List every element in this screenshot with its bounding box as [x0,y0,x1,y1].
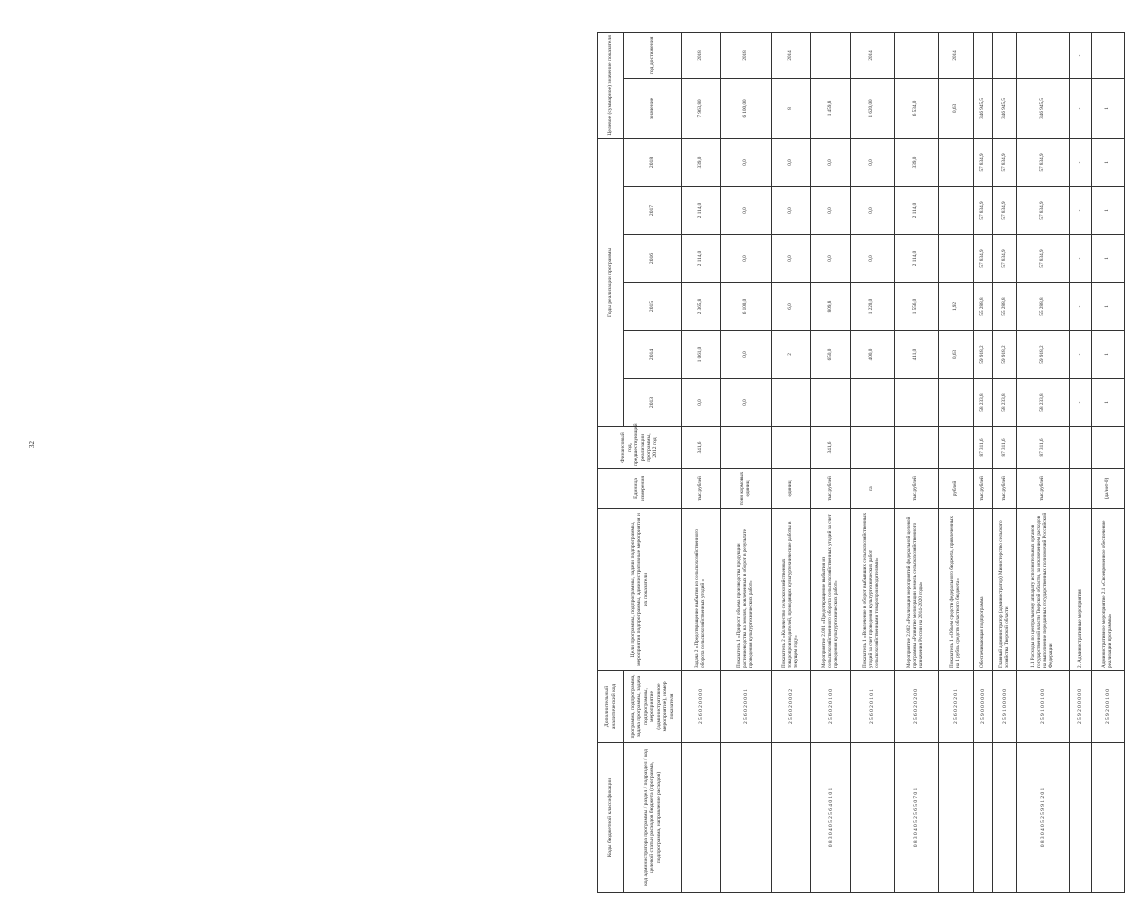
target-year-cell: 2014 [938,32,973,78]
unit-cell: тыс.рублей [1017,469,1070,509]
hdr-years-group: Годы реализации программы [598,138,624,426]
value-2015-cell: 6,0 [771,283,810,331]
value-2017-cell: 0,0 [771,187,810,235]
value-2016-cell: 0,0 [721,235,771,283]
value-2018-cell: 57 834,9 [993,138,1017,186]
value-2016-cell: 0,0 [850,235,894,283]
target-value-cell: 1 620,00 [850,78,894,138]
value-2015-cell: 6 100,0 [721,283,771,331]
page-number: 32 [28,441,36,448]
table-row [771,32,810,892]
value-2013-cell: 1 [1092,379,1125,427]
program-table [597,32,1125,893]
hdr-2018: 2018 [624,138,682,186]
goal-text-cell: Показатель 2 «Количество сельскохозяйственных товаропроизводителей, проводящих культуртехнические работы в текущем году» [771,509,810,671]
value-2017-cell: 0,0 [811,187,850,235]
bk-code-cell [1092,743,1125,893]
fin-year-cell: 341,6 [682,427,721,469]
value-2016-cell: 57 834,9 [993,235,1017,283]
goal-text-cell: Мероприятие 2.002 «Реализация мероприятий федеральной целевой программы «Развитие мелиорации земель сельскохозяйственного назначения России на 2014-2020 годы» [894,509,938,671]
value-2015-cell: 55 288,8 [993,283,1017,331]
bk-code-cell [771,743,810,893]
value-2018-cell: 339,0 [894,138,938,186]
goal-text-cell: Показатель 1 «Объем средств федерального бюджета, привлеченных на 1 рубль средств областного бюджета» [938,509,973,671]
value-2017-cell: 2 114,0 [682,187,721,235]
value-2015-cell: 1 [1092,283,1125,331]
add-code-cell: 2 5 9 2 0 0 0 0 0 [1070,671,1092,743]
fin-year-cell [771,427,810,469]
target-year-cell: 2014 [850,32,894,78]
hdr-target: код целевой статьи расходов бюджета [642,749,656,874]
table-row [850,32,894,892]
value-2015-cell: 2 365,8 [682,283,721,331]
target-value-cell: 0,63 [938,78,973,138]
table-row [1092,32,1125,892]
target-value-cell: 1 459,8 [811,78,850,138]
value-2014-cell: 0,0 [721,331,771,379]
hdr-target-article: код администратора программы / раздел / подраздел / код целевой статьи расходов бюджета (программа, подпрограмма, направление расходов) [624,743,682,893]
value-2014-cell: 1 061,0 [682,331,721,379]
unit-cell: тыс.рублей [894,469,938,509]
target-year-cell [1017,32,1070,78]
value-2013-cell [850,379,894,427]
value-2014-cell: 2 [771,331,810,379]
add-code-cell: 2 5 6 0 2 0 1 0 1 [850,671,894,743]
value-2014-cell: 411,0 [894,331,938,379]
value-2018-cell [938,138,973,186]
unit-cell: тыс.рублей [993,469,1017,509]
table-row [811,32,850,892]
target-value-cell: 8 [771,78,810,138]
hdr-subprog: подпрограмма [655,829,662,864]
goal-text-cell: Обеспечивающая подпрограмма [973,509,993,671]
value-2016-cell: 57 834,9 [973,235,993,283]
hdr-admin: код администратора программы [642,809,649,886]
fin-year-cell [721,427,771,469]
hdr-target-group: Целевое (суммарное) значение показателя [598,32,624,138]
value-2017-cell: 2 114,0 [894,187,938,235]
unit-cell: тыс.рублей [682,469,721,509]
table-row [682,32,721,892]
hdr-ad-task-subprog: задача подпрограммы [636,675,649,725]
value-2013-cell: 58 233,8 [1017,379,1070,427]
value-2017-cell: 57 834,9 [1017,187,1070,235]
value-2013-cell [894,379,938,427]
goal-text-cell: Административное мероприятие 2.1 «Своевременное обеспечение реализации программы» [1092,509,1125,671]
fin-year-cell: 87 311,6 [973,427,993,469]
value-2016-cell: 0,0 [811,235,850,283]
unit-cell: единиц [771,469,810,509]
value-2017-cell: - [1070,187,1092,235]
table-row [1017,32,1070,892]
value-2015-cell: 1 220,0 [850,283,894,331]
value-2015-cell: 1 556,0 [894,283,938,331]
value-2017-cell: 57 834,9 [973,187,993,235]
target-year-cell [993,32,1017,78]
value-2014-cell: 59 918,2 [1017,331,1070,379]
target-value-cell: 6 534,0 [894,78,938,138]
add-code-cell: 2 5 9 1 0 0 1 0 0 [1017,671,1070,743]
value-2018-cell: 0,0 [771,138,810,186]
fin-year-cell: 87 311,6 [993,427,1017,469]
bk-code-cell [850,743,894,893]
value-2013-cell: - [1070,379,1092,427]
fin-year-cell [850,427,894,469]
bk-code-cell [973,743,993,893]
value-2014-cell: - [1070,331,1092,379]
value-2018-cell: 0,0 [811,138,850,186]
fin-year-cell [1070,427,1092,469]
bk-code-cell: 0 8 3 0 4 0 5 2 5 6 5 0 7 0 1 [894,743,938,893]
target-year-cell: - [1070,32,1092,78]
value-2015-cell: 1,92 [938,283,973,331]
goal-text-cell: Главный администратор (администратор) Министерство сельского хозяйства Тверской области [993,509,1017,671]
add-code-cell: 2 5 6 0 2 0 0 0 2 [771,671,810,743]
value-2015-cell: 55 288,8 [1017,283,1070,331]
bk-code-cell [938,743,973,893]
value-2015-cell: 809,8 [811,283,850,331]
target-value-cell: 1 [1092,78,1125,138]
table-row [721,32,771,892]
unit-cell: га [850,469,894,509]
target-year-cell [973,32,993,78]
hdr-add-code: Дополнительный аналитический код [598,671,624,743]
add-code-cell: 2 5 6 0 2 0 1 0 0 [811,671,850,743]
value-2014-cell: 0,63 [938,331,973,379]
value-2016-cell [938,235,973,283]
target-year-cell [811,32,850,78]
value-2013-cell [811,379,850,427]
target-value-cell: - [1070,78,1092,138]
hdr-add-code-parts: программа, подпрограмма, задача программы, задача подпрограммы, мероприятие (административное мероприятие), номер показателя [624,671,682,743]
value-2013-cell: 0,0 [682,379,721,427]
value-2015-cell: 55 288,8 [973,283,993,331]
hdr-2016: 2016 [624,235,682,283]
value-2014-cell: 59 918,2 [973,331,993,379]
value-2013-cell: 58 233,8 [973,379,993,427]
unit-cell [1070,469,1092,509]
value-2016-cell: 57 834,9 [1017,235,1070,283]
table-row [938,32,973,892]
unit-cell: рублей [938,469,973,509]
hdr-unit: Единица измерения [598,469,682,509]
add-code-cell: 2 5 9 1 0 0 0 0 0 [993,671,1017,743]
hdr-prog: программа [649,763,656,790]
value-2013-cell [938,379,973,427]
target-year-cell: 2018 [721,32,771,78]
hdr-goals: Цели программы, подпрограммы, задачи подпрограммы, мероприятия подпрограммы, административные мероприятия и их показатели [598,509,682,671]
fin-year-cell: 87 311,6 [1017,427,1070,469]
value-2014-cell: 400,0 [850,331,894,379]
goal-text-cell: Показатель 1 «Прирост объема производства продукции растениеводства на землях, вовлеченных в оборот в результате проведения культуртехнических работ» [721,509,771,671]
hdr-ad-event-no: номер показателя [662,681,675,720]
hdr-ad-prog: программа [630,712,637,739]
value-2016-cell: - [1070,235,1092,283]
bk-code-cell [993,743,1017,893]
value-2018-cell: - [1070,138,1092,186]
bk-code-cell: 0 8 3 0 4 0 5 2 5 6 4 0 1 0 1 [811,743,850,893]
hdr-direction: направление расходов [655,773,662,827]
value-2013-cell: 58 233,8 [993,379,1017,427]
fin-year-cell: 341,6 [811,427,850,469]
unit-cell: тыс.рублей [811,469,850,509]
hdr-ad-event: мероприятие (административное мероприятие) [649,683,669,732]
target-year-cell: 2014 [771,32,810,78]
unit-cell: (да/нет-0) [1092,469,1125,509]
value-2013-cell: 0,0 [721,379,771,427]
bk-code-cell: 0 8 3 0 4 0 5 2 5 9 9 1 2 0 1 [1017,743,1070,893]
bk-code-cell [721,743,771,893]
target-value-cell: 346 945,5 [973,78,993,138]
unit-cell: тонн кормовых единиц [721,469,771,509]
unit-cell: тыс.рублей [973,469,993,509]
hdr-subsection: подраздел [642,761,649,786]
value-2016-cell: 2 114,0 [682,235,721,283]
target-year-cell [1092,32,1125,78]
value-2015-cell: - [1070,283,1092,331]
value-2016-cell: 2 114,0 [894,235,938,283]
target-value-cell: 7 963,80 [682,78,721,138]
hdr-year-reach: год достижения [624,32,682,78]
hdr-ad-subprog: подпрограмма [630,675,637,711]
add-code-cell: 2 5 9 2 0 0 1 0 0 [1092,671,1125,743]
target-value-cell: 346 945,5 [1017,78,1070,138]
goal-text-cell: 1.1 Расходы по центральному аппарату исполнительных органов государственной власти Тверской области, за исключением расходов на выполнение переданных государственных полномочий Российской Федерации [1017,509,1070,671]
fin-year-cell [894,427,938,469]
value-2018-cell: 57 834,9 [973,138,993,186]
hdr-section: раздел [642,789,649,806]
table-row [993,32,1017,892]
value-2014-cell: 59 918,2 [993,331,1017,379]
hdr-2014: 2014 [624,331,682,379]
value-2016-cell: 0,0 [771,235,810,283]
hdr-2015: 2015 [624,283,682,331]
target-value-cell: 346 945,5 [993,78,1017,138]
value-2017-cell: 57 834,9 [993,187,1017,235]
fin-year-cell [1092,427,1125,469]
add-code-cell: 2 5 6 0 2 0 0 0 1 [721,671,771,743]
rotated-page [597,35,1125,893]
table-row [1070,32,1092,892]
value-2014-cell: 650,0 [811,331,850,379]
goal-text-cell: Задача 2 «Предотвращение выбытия из сельскохозяйственного оборота сельскохозяйственных угодий » [682,509,721,671]
value-2018-cell: 1 [1092,138,1125,186]
bk-code-cell [682,743,721,893]
value-2016-cell: 1 [1092,235,1125,283]
hdr-ad-task-prog: задача программы [636,693,643,738]
value-2018-cell: 57 834,9 [1017,138,1070,186]
fin-year-cell [938,427,973,469]
hdr-codes: Коды бюджетной классификации [598,743,624,893]
target-year-cell [894,32,938,78]
add-code-cell: 2 5 9 0 0 0 0 0 0 [973,671,993,743]
value-2014-cell: 1 [1092,331,1125,379]
hdr-2013: 2013 [624,379,682,427]
goal-text-cell: Мероприятие 2.001 «Предотвращение выбытия из сельскохозяйственного оборота сельскохозяйственных угодий за счет проведения культуртехнических работ» [811,509,850,671]
add-code-cell: 2 5 6 0 2 0 2 0 0 [894,671,938,743]
value-2017-cell: 1 [1092,187,1125,235]
value-2017-cell [938,187,973,235]
hdr-fin-year: Финансовый год, предшествующий реализации программы, 2012 год [598,427,682,469]
hdr-value: значение [624,78,682,138]
table-row [894,32,938,892]
hdr-2017: 2017 [624,187,682,235]
bk-code-cell [1070,743,1092,893]
add-code-cell: 2 5 6 0 2 0 2 0 1 [938,671,973,743]
target-year-cell: 2018 [682,32,721,78]
value-2013-cell [771,379,810,427]
goal-text-cell: 2. Административные мероприятия [1070,509,1092,671]
goal-text-cell: Показатель 1 «Вовлечение в оборот выбывших сельскохозяйственных угодий за счет проведения культуртехнических работ сельскохозяйственными товаропроизводителями» [850,509,894,671]
value-2018-cell: 0,0 [721,138,771,186]
value-2017-cell: 0,0 [850,187,894,235]
target-value-cell: 6 100,00 [721,78,771,138]
value-2018-cell: 339,0 [682,138,721,186]
table-row [973,32,993,892]
add-code-cell: 2 5 6 0 2 0 0 0 0 [682,671,721,743]
value-2017-cell: 0,0 [721,187,771,235]
value-2018-cell: 0,0 [850,138,894,186]
